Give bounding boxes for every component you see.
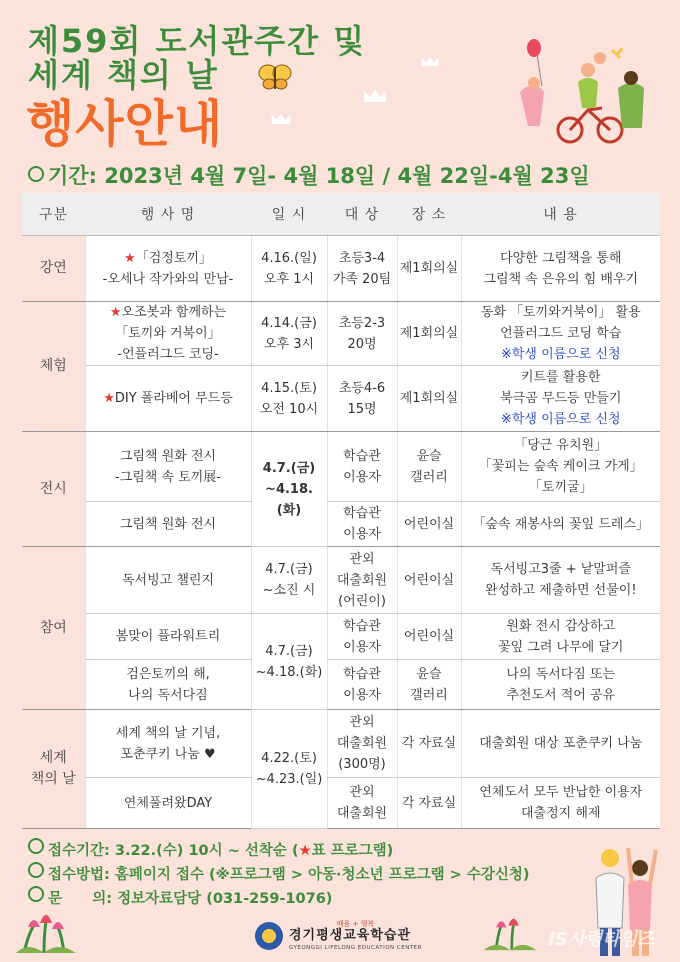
event-place: 각 자료실 [397,710,461,778]
circle-bullet-icon [28,862,44,878]
info-text: 문 의: 정보자료담당 (031-259-1076) [48,891,333,907]
info-text: 접수방법: 홈페이지 접수 (※프로그램 > 아동·청소년 프로그램 > 수강신청) [48,867,530,883]
event-place: 각 자료실 [397,778,461,829]
event-date: 4.22.(토) ~4.23.(일) [251,710,327,829]
crown-icon [270,112,292,126]
col-header-content: 내 용 [461,193,660,236]
event-target: 학습관 이용자 [327,432,397,502]
event-target: 학습관 이용자 [327,660,397,710]
table-row [22,432,660,502]
event-content [461,366,660,432]
crown-icon [362,88,388,104]
category-experience: 체험 [22,302,85,432]
event-name: 독서빙고 챌린지 [85,547,251,614]
event-target: 관외 대출회원 (300명) [327,710,397,778]
table-row [22,302,660,366]
event-content: 「숲속 재봉사의 꽃잎 드레스」 [461,502,660,547]
table-row [22,660,660,710]
category-exhibit: 전시 [22,432,85,547]
category-lecture: 강연 [22,236,85,302]
event-name: 검은토끼의 해, 나의 독서다짐 [85,660,251,710]
event-date: 4.16.(일) 오후 1시 [251,236,327,302]
circle-bullet-icon [28,886,44,902]
event-place: 제1회의실 [397,236,461,302]
col-header-event: 행 사 명 [85,193,251,236]
table-row [22,614,660,660]
table-row [22,547,660,614]
people-illustration [510,38,670,146]
col-header-target: 대 상 [327,193,397,236]
logo-emblem-icon [255,922,283,950]
col-header-place: 장 소 [397,193,461,236]
logo-name: 경기평생교육학습관 [289,928,412,943]
event-name: 연체풀려왔DAY [85,778,251,829]
star-icon: ★ [103,391,115,406]
event-target: 초등2-3 20명 [327,302,397,366]
watermark: IS사령타임즈 [548,929,655,950]
event-content: 「당근 유치원」 「꽃피는 숲속 케이크 가게」 「토끼굴」 [461,432,660,502]
event-name: 그림책 원화 전시 [85,502,251,547]
event-content-text: 키트를 활용한 북극곰 무드등 만들기 [500,370,622,406]
event-name-text: DIY 폴라베어 무드등 [114,391,233,406]
col-header-date: 일 시 [251,193,327,236]
event-name: 봄맞이 플라워트리 [85,614,251,660]
title-line-2: 세계 책의 날 [28,56,219,94]
event-content [461,302,660,366]
event-content: 원화 전시 감상하고 꽃잎 그려 나무에 달기 [461,614,660,660]
event-date: 4.15.(토) 오전 10시 [251,366,327,432]
event-target: 학습관 이용자 [327,614,397,660]
event-name [85,366,251,432]
butterfly-icon [258,62,292,92]
event-note: ※학생 이름으로 신청 [500,412,621,427]
tulip-right-icon [482,905,538,955]
event-place: 어린이실 [397,502,461,547]
event-date: 4.7.(금) ~4.18.(화) [251,432,327,547]
table-row [22,366,660,432]
event-target: 초등4-6 15명 [327,366,397,432]
event-place: 제1회의실 [397,302,461,366]
title-line-1: 제59회 도서관주간 및 [28,22,367,60]
event-content: 독서빙고3줄 + 낱말퍼즐 완성하고 제출하면 선물이! [461,547,660,614]
info-text-2: 표 프로그램) [311,843,394,859]
event-period [28,160,590,190]
col-header-category: 구분 [22,193,85,236]
logo-english-name: GYEONGGI LIFELONG EDUCATION CENTER [289,945,422,951]
event-period-text: 기간: 2023년 4월 7일- 4월 18일 / 4월 22일-4월 23일 [48,164,590,188]
event-date: 4.7.(금) ~소진 시 [251,547,327,614]
event-note: ※학생 이름으로 신청 [500,347,621,362]
event-name: 그림책 원화 전시 -그림책 속 토끼展- [85,432,251,502]
organization-logo [255,918,422,954]
event-name-text-2: 「토끼와 거북이」 -언플러그드 코딩- [115,326,221,362]
event-content-text: 동화 「토끼와거북이」 활용 언플러그드 코딩 학습 [480,305,641,341]
event-name-text: 「검정토끼」 -오세나 작가와의 만남- [102,250,234,287]
event-target: 관외 대출회원 (어린이) [327,547,397,614]
table-row [22,502,660,547]
event-place: 윤슬 갤러리 [397,432,461,502]
circle-bullet-icon [28,166,44,182]
event-place: 어린이실 [397,547,461,614]
table-row [22,236,660,302]
table-row [22,778,660,829]
table-row [22,710,660,778]
category-participate: 참여 [22,547,85,710]
event-content: 대출회원 대상 포춘쿠키 나눔 [461,710,660,778]
info-registration-period [28,838,393,860]
info-registration-method [28,862,530,884]
crown-icon [420,55,440,68]
title-line-3: 행사안내 [26,95,224,153]
star-icon: ★ [298,843,312,859]
info-text: 접수기간: 3.22.(수) 10시 ~ 선착순 ( [48,843,299,859]
event-name: 세계 책의 날 기념, 포춘쿠키 나눔 ♥ [85,710,251,778]
events-table [22,193,660,829]
logo-tagline: 배움 + 행복 [336,920,375,928]
event-name [85,236,251,302]
event-date: 4.7.(금) ~4.18.(화) [251,614,327,710]
event-place: 어린이실 [397,614,461,660]
table-header-row [22,193,660,236]
event-content: 연체도서 모두 반납한 이용자 대출정지 해제 [461,778,660,829]
star-icon: ★ [109,305,122,320]
event-content: 다양한 그림책을 통해 그림책 속 은유의 힘 배우기 [461,236,660,302]
event-content: 나의 독서다짐 또는 추천도서 적어 공유 [461,660,660,710]
event-place: 윤슬 갤러리 [397,660,461,710]
event-target: 초등3-4 가족 20팀 [327,236,397,302]
category-bookday: 세계 책의 날 [22,710,85,829]
star-icon: ★ [124,250,136,266]
event-name [85,302,251,366]
event-name-text: 오조봇과 함께하는 [121,305,227,320]
circle-bullet-icon [28,838,44,854]
event-place: 제1회의실 [397,366,461,432]
tulip-left-icon [14,905,78,955]
event-target: 학습관 이용자 [327,502,397,547]
event-date: 4.14.(금) 오후 3시 [251,302,327,366]
event-target: 관외 대출회원 [327,778,397,829]
